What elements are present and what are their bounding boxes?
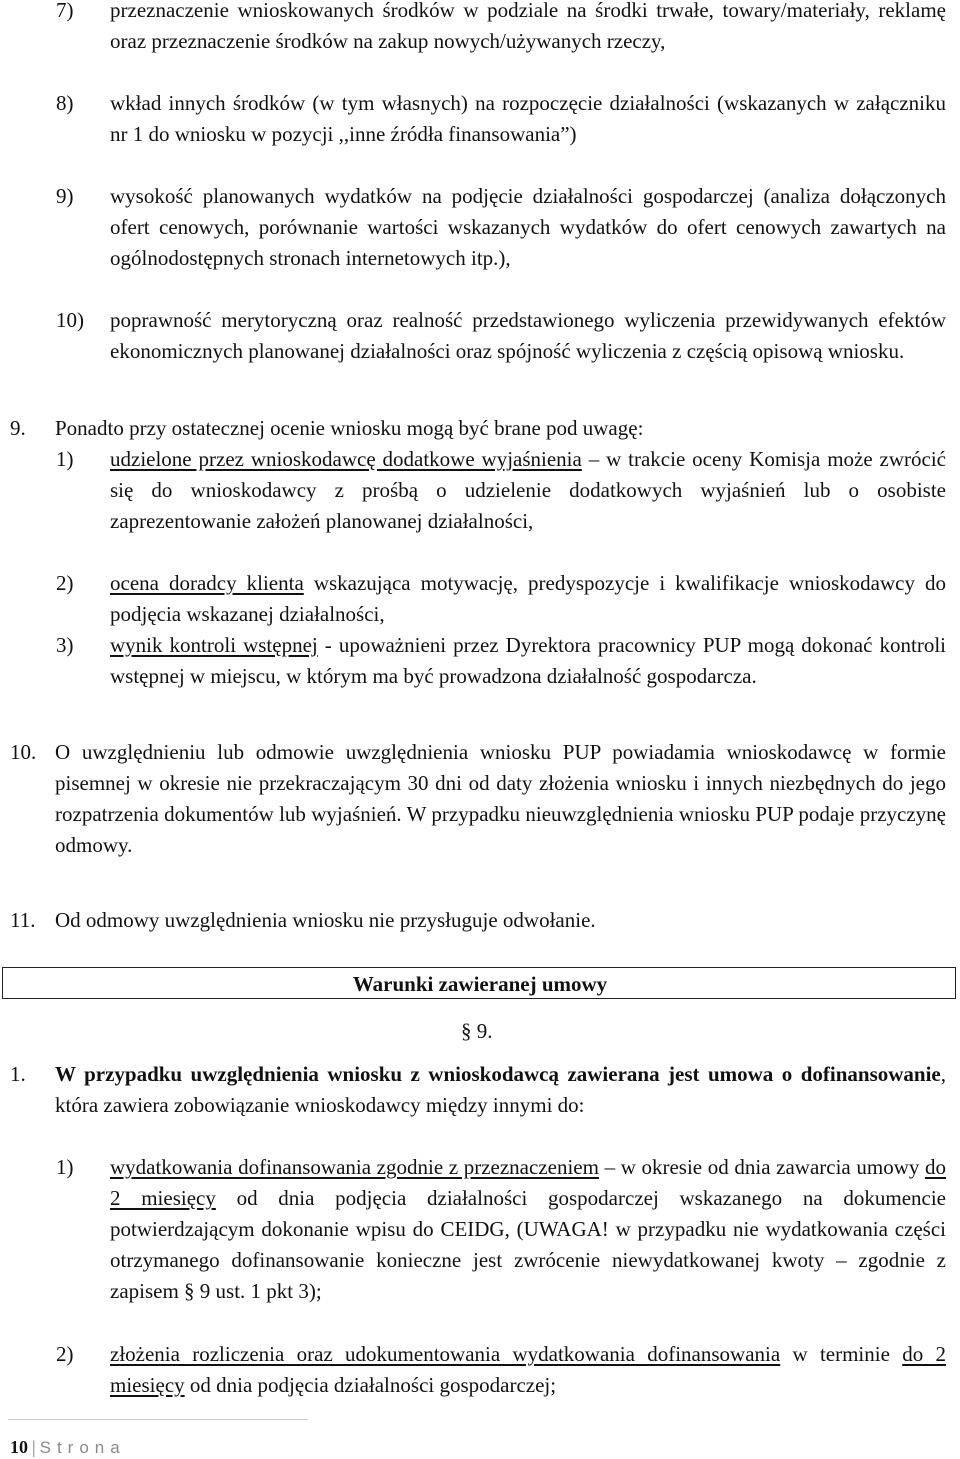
list-item-text [110,630,946,692]
list-item-number: 9) [56,184,74,208]
underlined-phrase: złożenia rozliczenia oraz udokumentowania wydatkowania dofinansowania [110,1342,781,1366]
list-item-text [110,1152,946,1307]
page-number: 10 [10,1437,28,1457]
underlined-phrase: udzielone przez wnioskodawcę dodatkowe wyjaśnienia [110,447,582,471]
footer-separator: | [32,1437,36,1457]
list-item-text [110,444,946,537]
list-item [56,444,946,537]
list-item [56,1339,946,1401]
numbered-point [10,905,946,936]
footer-divider [8,1419,308,1420]
underlined-phrase: do 2 miesięcy [110,1155,947,1210]
text-run: wskazująca motywację, predyspozycje i kwalifikacje wnioskodawcy do podjęcia wskazanej działalności, [110,571,946,626]
bold-phrase: W przypadku uwzględnienia wniosku z wnioskodawcą zawierana jest umowa o dofinansowanie [55,1062,941,1086]
point-number: 10. [10,740,37,764]
underlined-phrase: wynik kontroli wstępnej [110,633,318,657]
point-text: Od odmowy uwzględnienia wniosku nie przysługuje odwołanie. [55,908,596,932]
footer-word: Strona [39,1438,126,1457]
list-item [56,1152,946,1307]
list-item [56,88,946,150]
list-item-number: 1) [56,447,74,471]
list-item [56,181,946,274]
text-run: – w trakcie oceny Komisja może zwrócić się do wnioskodawcy z prośbą o udzielenie dodatkowych wyjaśnień lub o osobiste zaprezentowanie założeń planowanej działalności, [110,447,946,533]
point-number: 11. [10,908,36,932]
list-item [56,630,946,692]
list-item-text: poprawność merytoryczną oraz realność przedstawionego wyliczenia przewidywanych efektów ekonomicznych planowanej działalności oraz spójność wyliczenia z częścią opisową wniosku. [110,308,946,363]
list-item-text [110,568,946,630]
text-run: – w okresie od dnia zawarcia umowy [598,1155,926,1179]
list-item [56,305,946,367]
text-run: od dnia podjęcia działalności gospodarczej; [184,1373,557,1397]
list-item-number: 1) [56,1155,74,1179]
list-item-number: 2) [56,571,74,595]
paragraph-sign: § 9. [461,1019,493,1043]
page-footer [10,1436,126,1459]
point-number: 1. [10,1062,26,1086]
point-text [55,1059,946,1121]
list-item-text: wysokość planowanych wydatków na podjęcie działalności gospodarczej (analiza dołączonych ofert cenowych, porównanie wartości wskazanych wydatków do ofert cenowych zawartych na ogólnodostępnych stronach internetowych itp.), [110,184,946,270]
numbered-point [10,413,946,444]
list-item [56,568,946,630]
numbered-point [10,737,946,861]
list-item-text: wkład innych środków (w tym własnych) na rozpoczęcie działalności (wskazanych w załączniku nr 1 do wniosku w pozycji ,,inne źródła finansowania”) [110,91,946,146]
underlined-phrase: ocena doradcy klienta [110,571,304,595]
list-item-number: 10) [56,308,84,332]
list-item-number: 3) [56,633,74,657]
text-run: w terminie [780,1342,903,1366]
point-number: 9. [10,416,26,440]
point-text: Ponadto przy ostatecznej ocenie wniosku mogą być brane pod uwagę: [55,416,644,440]
list-item-text: przeznaczenie wnioskowanych środków w podziale na środki trwałe, towary/materiały, reklamę oraz przeznaczenie środków na zakup nowych/używanych rzeczy, [110,0,946,53]
underlined-phrase: wydatkowania dofinansowania zgodnie z przeznaczeniem [110,1155,599,1179]
text-run: , która zawiera zobowiązanie wnioskodawcy między innymi do: [55,1062,946,1117]
list-item [56,0,946,57]
list-item-number: 2) [56,1342,74,1366]
numbered-point [10,1059,946,1121]
list-item-number: 7) [56,0,74,22]
section-title: Warunki zawieranej umowy [352,972,608,996]
underlined-phrase: do 2 miesięcy [110,1342,947,1397]
text-run: od dnia podjęcia działalności gospodarczej wskazanego na dokumencie potwierdzającym dokonanie wpisu do CEIDG, (UWAGA! w przypadku nie wydatkowania części otrzymanego dofinansowanie konieczne jest zwrócenie niewydatkowanej kwoty – zgodnie z zapisem § 9 ust. 1 pkt 3); [110,1186,947,1303]
list-item-text [110,1339,946,1401]
text-run: - upoważnieni przez Dyrektora pracownicy PUP mogą dokonać kontroli wstępnej w miejscu, w którym ma być prowadzona działalność gospodarcza. [110,633,946,688]
point-text: O uwzględnieniu lub odmowie uwzględnienia wniosku PUP powiadamia wnioskodawcę w formie pisemnej w okresie nie przekraczającym 30 dni od daty złożenia wniosku i innych niezbędnych do jego rozpatrzenia dokumentów lub wyjaśnień. W przypadku nieuwzględnienia wniosku PUP podaje przyczynę odmowy. [55,740,946,857]
list-item-number: 8) [56,91,74,115]
